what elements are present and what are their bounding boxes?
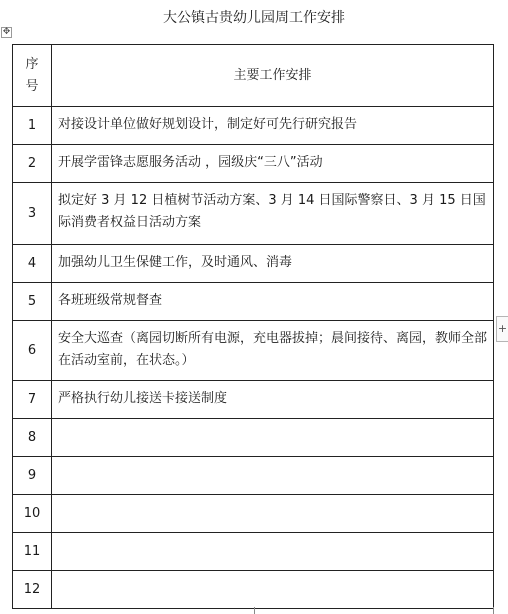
column-resize-marker xyxy=(493,607,494,614)
table-row xyxy=(13,495,494,533)
row-content-cell[interactable] xyxy=(52,495,494,533)
table-row xyxy=(13,571,494,609)
header-content-label: 主要工作安排 xyxy=(233,67,312,83)
table-header-row xyxy=(13,45,494,107)
table-row xyxy=(13,145,494,183)
add-column-plus-icon[interactable]: + xyxy=(496,316,508,342)
row-number-cell[interactable]: 9 xyxy=(13,457,52,495)
row-number-cell[interactable]: 5 xyxy=(13,283,52,321)
header-content-cell[interactable] xyxy=(52,45,494,107)
header-no-line1: 序 xyxy=(25,56,39,72)
document-title: 大公镇古贵幼儿园周工作安排 xyxy=(163,10,345,26)
row-content-cell[interactable]: 严格执行幼儿接送卡接送制度 xyxy=(52,381,494,419)
row-content-cell[interactable] xyxy=(52,571,494,609)
row-number-cell[interactable]: 10 xyxy=(13,495,52,533)
row-number-cell[interactable]: 3 xyxy=(13,183,52,245)
row-number-cell[interactable]: 6 xyxy=(13,321,52,381)
header-no-cell[interactable] xyxy=(13,45,52,107)
row-number-cell[interactable]: 8 xyxy=(13,419,52,457)
row-number-cell[interactable]: 2 xyxy=(13,145,52,183)
table-row xyxy=(13,419,494,457)
table-row xyxy=(13,381,494,419)
column-resize-marker xyxy=(254,607,255,614)
row-number-cell[interactable]: 12 xyxy=(13,571,52,609)
work-schedule-table xyxy=(12,44,494,609)
row-content-cell[interactable]: 拟定好 3 月 12 日植树节活动方案、3 月 14 日国际警察日、3 月 15 日国际消费者权益日活动方案 xyxy=(52,183,494,245)
row-content-cell[interactable]: 各班班级常规督查 xyxy=(52,283,494,321)
table-row xyxy=(13,533,494,571)
row-content-cell[interactable] xyxy=(52,457,494,495)
row-number-cell[interactable]: 11 xyxy=(13,533,52,571)
table-row xyxy=(13,457,494,495)
row-content-cell[interactable]: 加强幼儿卫生保健工作，及时通风、消毒 xyxy=(52,245,494,283)
header-no-line2: 号 xyxy=(25,78,39,94)
table-row xyxy=(13,321,494,381)
table-row xyxy=(13,107,494,145)
row-content-cell[interactable]: 开展学雷锋志愿服务活动 ，园级庆“三八”活动 xyxy=(52,145,494,183)
table-row xyxy=(13,283,494,321)
row-content-cell[interactable] xyxy=(52,533,494,571)
table-row xyxy=(13,245,494,283)
row-content-cell[interactable]: 对接设计单位做好规划设计，制定好可先行研究报告 xyxy=(52,107,494,145)
table-move-handle-icon[interactable]: ✥ xyxy=(2,27,11,37)
row-number-cell[interactable]: 4 xyxy=(13,245,52,283)
row-content-cell[interactable]: 安全大巡查（离园切断所有电源，充电器拔掉；晨间接待、离园，教师全部在活动室前，在状态。） xyxy=(52,321,494,381)
row-number-cell[interactable]: 1 xyxy=(13,107,52,145)
row-content-cell[interactable] xyxy=(52,419,494,457)
row-number-cell[interactable]: 7 xyxy=(13,381,52,419)
table-row xyxy=(13,183,494,245)
